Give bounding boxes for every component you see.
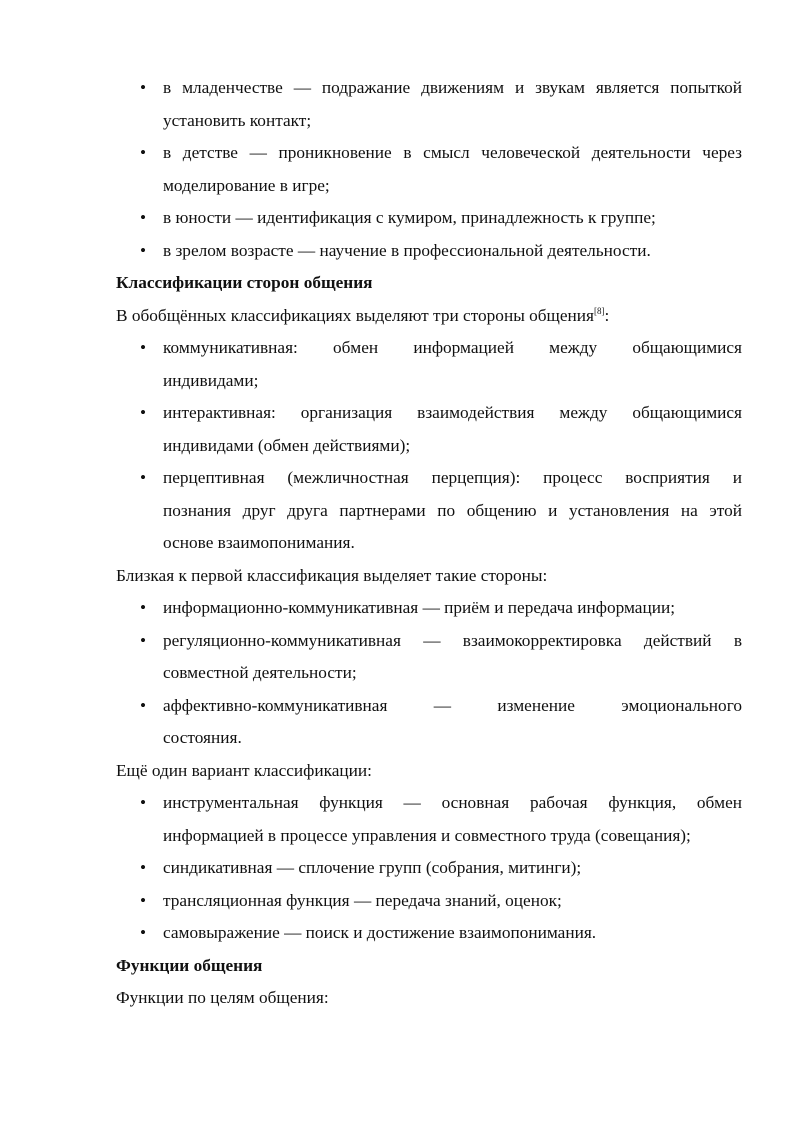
- list-item: • трансляционная функция — передача знаний, оценок;: [116, 885, 742, 918]
- list-item: • аффективно-коммуникативная — изменение эмоционального состояния.: [116, 690, 742, 755]
- bullet: •: [140, 338, 147, 357]
- section-heading: Функции общения: [116, 955, 263, 975]
- list-item: • интерактивная: организация взаимодействия между общающимися индивидами (обмен действиями);: [116, 397, 742, 462]
- bullet: •: [140, 208, 147, 227]
- list-item: • информационно-коммуникативная — приём и передача информации;: [116, 592, 742, 625]
- list-item: • коммуникативная: обмен информацией между общающимися индивидами;: [116, 332, 742, 397]
- list-item: • в детстве — проникновение в смысл человеческой деятельности через моделирование в игре;: [116, 137, 742, 202]
- list-item: • регуляционно-коммуникативная — взаимокорректировка действий в совместной деятельности;: [116, 625, 742, 690]
- paragraph: Ещё один вариант классификации:: [116, 760, 372, 780]
- list-item: • синдикативная — сплочение групп (собрания, митинги);: [116, 852, 742, 885]
- list-item: • самовыражение — поиск и достижение взаимопонимания.: [116, 917, 742, 950]
- paragraph: В обобщённых классификациях выделяют три стороны общения[8]:: [116, 305, 610, 325]
- list-item: • в юности — идентификация с кумиром, принадлежность к группе;: [116, 202, 742, 235]
- bullet: •: [140, 890, 147, 910]
- list-item: • перцептивная (межличностная перцепция): процесс восприятия и познания друг друга партнерами по общению и установления на этой основе взаимопонимания.: [116, 462, 742, 560]
- section-heading: Классификации сторон общения: [116, 273, 373, 292]
- bullet: •: [140, 858, 147, 877]
- bullet: •: [140, 240, 147, 260]
- paragraph: Функции по целям общения:: [116, 988, 329, 1007]
- list-sides: [116, 332, 742, 560]
- bullet: •: [140, 793, 147, 812]
- bullet: •: [140, 403, 147, 422]
- bullet: •: [140, 923, 147, 942]
- list-item: • в младенчестве — подражание движениям и звукам является попыткой установить контакт;: [116, 72, 742, 137]
- bullet: •: [140, 468, 147, 487]
- list-development-stages: [116, 72, 742, 267]
- list-close-classification: [116, 592, 742, 755]
- footnote-link[interactable]: [8]: [593, 305, 605, 316]
- bullet: •: [140, 78, 147, 97]
- bullet: •: [140, 143, 147, 162]
- list-other-classification: [116, 787, 742, 950]
- list-item: • инструментальная функция — основная рабочая функция, обмен информацией в процессе управления и совместного труда (совещания);: [116, 787, 742, 852]
- bullet: •: [140, 695, 147, 715]
- page-content: [116, 72, 742, 1015]
- bullet: •: [140, 630, 147, 650]
- paragraph: Близкая к первой классификация выделяет такие стороны:: [116, 565, 548, 585]
- list-item: • в зрелом возрасте — научение в профессиональной деятельности.: [116, 235, 742, 268]
- bullet: •: [140, 598, 147, 617]
